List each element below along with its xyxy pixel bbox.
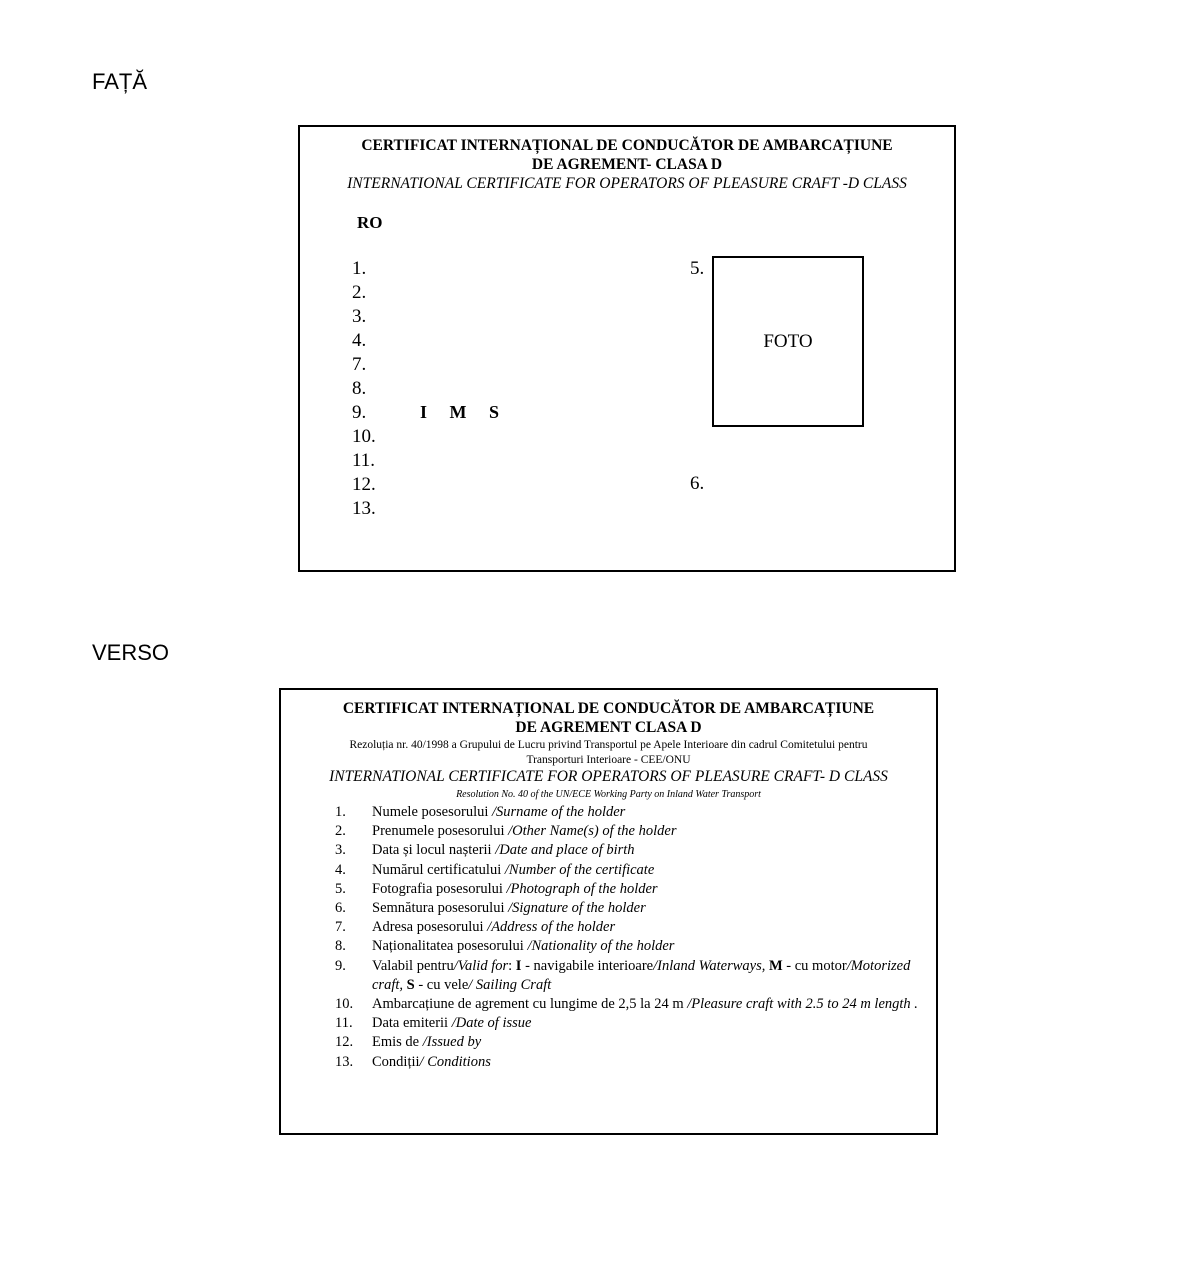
item-number: 11. xyxy=(335,1015,353,1032)
item-text-ro: - cu motor xyxy=(782,957,847,974)
item-text-en: /Nationality of the holder xyxy=(527,938,675,955)
item-text-en: /Address of the holder xyxy=(487,919,616,936)
category-s: S xyxy=(406,976,415,993)
list-item xyxy=(335,880,920,899)
certificate-back xyxy=(279,688,938,1135)
list-item xyxy=(335,957,920,995)
front-field-12: 12. xyxy=(352,474,376,495)
item-number: 9. xyxy=(335,957,346,974)
front-field-2: 2. xyxy=(352,282,367,303)
front-title-line2: DE AGREMENT- CLASA D xyxy=(531,156,723,173)
list-item xyxy=(335,822,920,841)
item-text-ro: Adresa posesorului xyxy=(372,919,488,936)
front-field-7: 7. xyxy=(352,354,367,375)
item-text-en: /Inland Waterways, xyxy=(653,957,766,974)
item-text-ro: Data emiterii xyxy=(372,1015,452,1032)
resolution-en: Resolution No. 40 of the UN/ECE Working Party on Inland Water Transport xyxy=(456,789,761,800)
item-text-en: /Motorized craft, xyxy=(372,957,911,993)
item-number: 2. xyxy=(335,823,346,840)
item-text-en: /Signature of the holder xyxy=(508,900,646,917)
photo-box xyxy=(712,256,864,427)
category-ims: I M S xyxy=(420,402,500,422)
item-text-en: /Pleasure craft with 2.5 to 24 m length . xyxy=(687,996,918,1013)
item-number: 4. xyxy=(335,861,346,878)
item-text-ro: Numărul certificatului xyxy=(372,861,505,878)
list-item xyxy=(335,861,920,880)
front-title xyxy=(300,136,954,174)
item-text-en: / Conditions xyxy=(419,1053,491,1070)
certificate-front xyxy=(298,125,956,572)
list-item xyxy=(335,841,920,860)
front-field-13: 13. xyxy=(352,498,376,519)
item-text-ro: - cu vele xyxy=(414,976,469,993)
category-i: I xyxy=(515,957,522,974)
resolution-ro-line2: Transporturi Interioare - CEE/ONU xyxy=(526,754,691,766)
country-code: RO xyxy=(357,213,383,232)
item-text-en: /Issued by xyxy=(422,1034,482,1051)
list-item xyxy=(335,899,920,918)
item-text-en: /Valid for xyxy=(453,957,509,974)
front-label: FAȚĂ xyxy=(92,69,148,94)
item-number: 1. xyxy=(335,804,346,820)
list-item xyxy=(335,937,920,956)
item-number: 3. xyxy=(335,842,346,859)
front-field-11: 11. xyxy=(352,450,376,471)
item-text-en: / Sailing Craft xyxy=(468,976,552,993)
item-text-ro: Ambarcațiune de agrement cu lungime de 2,5 la 24 m xyxy=(372,996,688,1013)
list-item xyxy=(335,1014,920,1033)
item-number: 6. xyxy=(335,900,346,917)
front-field-4: 4. xyxy=(352,330,367,351)
category-m: M xyxy=(768,957,783,974)
item-number: 10. xyxy=(335,996,354,1013)
list-item xyxy=(335,803,920,822)
front-field-1: 1. xyxy=(352,258,367,279)
item-text-ro: Semnătura posesorului xyxy=(372,900,509,917)
front-field-8: 8. xyxy=(352,378,367,399)
item-text-ro: Naționalitatea posesorului xyxy=(372,938,528,955)
item-text-en: /Date and place of birth xyxy=(495,842,635,859)
item-text-en: /Date of issue xyxy=(451,1015,532,1032)
item-text-en: /Number of the certificate xyxy=(504,861,655,878)
front-title-line1: CERTIFICAT INTERNAȚIONAL DE CONDUCĂTOR DE AMBARCAȚIUNE xyxy=(361,137,893,154)
list-item xyxy=(335,995,920,1014)
front-field-10: 10. xyxy=(352,426,376,447)
item-number: 12. xyxy=(335,1034,354,1051)
back-subtitle: INTERNATIONAL CERTIFICATE FOR OPERATORS OF PLEASURE CRAFT- D CLASS xyxy=(329,768,888,785)
item-text-en: /Photograph of the holder xyxy=(506,880,658,897)
front-subtitle: INTERNATIONAL CERTIFICATE FOR OPERATORS OF PLEASURE CRAFT -D CLASS xyxy=(347,175,907,192)
item-text-ro: Numele posesorului xyxy=(372,804,493,820)
item-text-en: /Surname of the holder xyxy=(492,804,626,820)
back-title-line2: DE AGREMENT CLASA D xyxy=(515,719,702,736)
list-item xyxy=(335,1033,920,1052)
item-text-en: /Other Name(s) of the holder xyxy=(508,823,677,840)
item-text-ro: Data și locul nașterii xyxy=(372,842,496,859)
resolution-ro xyxy=(291,738,926,768)
item-number: 5. xyxy=(335,880,346,897)
front-field-5: 5. xyxy=(690,258,705,279)
list-item xyxy=(335,1053,920,1072)
back-title xyxy=(281,699,936,737)
item-text-sep: : xyxy=(508,957,516,974)
photo-label: FOTO xyxy=(763,330,813,352)
item-number: 8. xyxy=(335,938,346,955)
back-title-line1: CERTIFICAT INTERNAȚIONAL DE CONDUCĂTOR DE AMBARCAȚIUNE xyxy=(342,700,875,717)
front-field-6: 6. xyxy=(690,473,705,494)
item-text-ro: Condiții xyxy=(372,1053,420,1070)
item-text-ro: - navigabile interioare xyxy=(521,957,654,974)
front-field-9: 9. xyxy=(352,402,367,423)
front-field-3: 3. xyxy=(352,306,367,327)
field-legend xyxy=(335,803,920,1072)
item-text-ro: Fotografia posesorului xyxy=(372,880,507,897)
item-text-ro: Emis de xyxy=(372,1034,423,1051)
item-number: 7. xyxy=(335,919,346,936)
item-number: 13. xyxy=(335,1053,354,1070)
item-text-ro: Valabil pentru xyxy=(372,957,454,974)
resolution-ro-line1: Rezoluția nr. 40/1998 a Grupului de Lucru privind Transportul pe Apele Interioare din cadrul Comitetului pentru xyxy=(349,739,868,751)
list-item xyxy=(335,918,920,937)
back-label: VERSO xyxy=(92,640,170,665)
item-text-ro: Prenumele posesorului xyxy=(372,823,509,840)
